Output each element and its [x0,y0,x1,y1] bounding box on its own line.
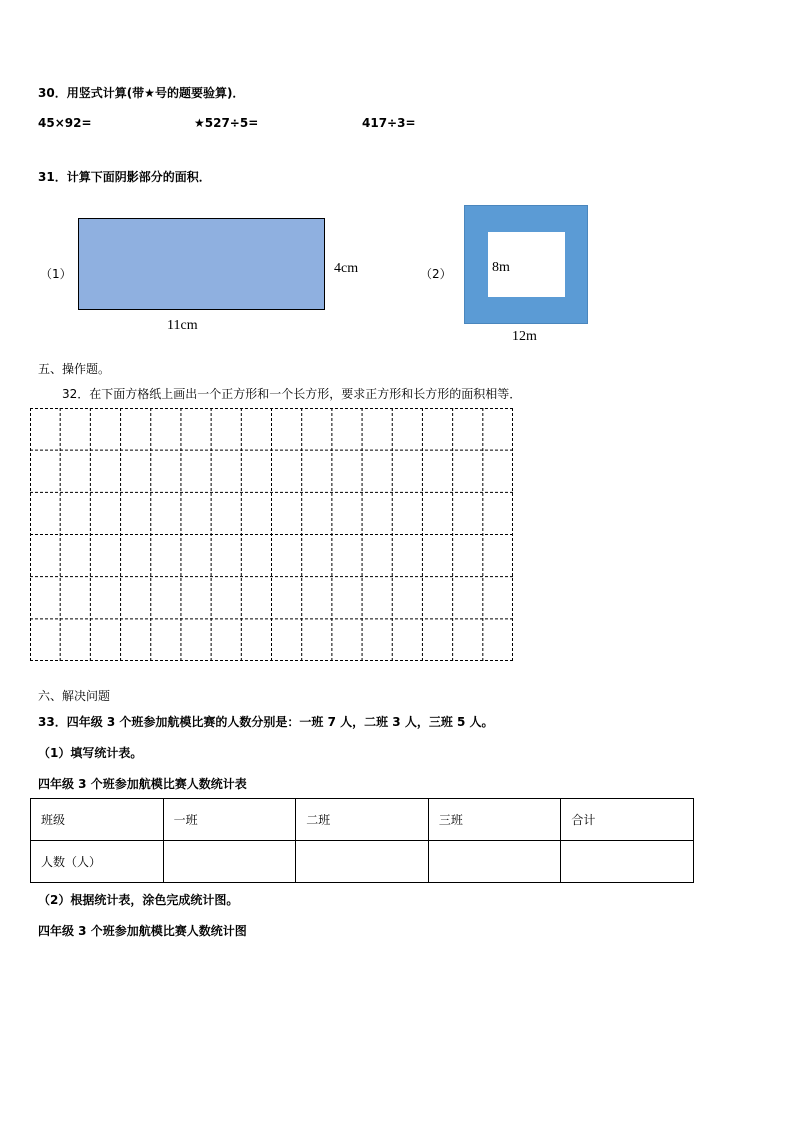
table-header-cell: 二班 [296,799,429,841]
section6-title: 六、解决问题 [38,689,111,703]
statistics-table [30,798,694,883]
table-input-cell[interactable] [296,841,429,883]
q30-item-3: 417÷3= [362,116,416,130]
table-row-label: 人数（人） [31,841,164,883]
table-input-cell[interactable] [163,841,296,883]
table-header-row [31,799,694,841]
rectangle-height-label: 4cm [334,261,359,276]
table-header-cell: 合计 [561,799,694,841]
section5-title: 五、操作题。 [38,362,111,376]
table-caption: 四年级 3 个班参加航模比赛人数统计表 [38,777,247,791]
q33-title: 33．四年级 3 个班参加航模比赛的人数分别是：一班 7 人，二班 3 人，三班 5 人。 [38,715,494,729]
table-input-cell[interactable] [428,841,561,883]
table-header-cell: 班级 [31,799,164,841]
q31-title: 31．计算下面阴影部分的面积． [38,170,211,184]
figure2-label: （2） [420,267,452,281]
inner-square-side-label: 8m [492,260,510,275]
q30-item-1: 45×92= [38,116,92,130]
table-input-cell[interactable] [561,841,694,883]
q33-part2: （2）根据统计表，涂色完成统计图。 [38,893,239,907]
rectangle-width-label: 11cm [167,318,198,333]
q32-title: 32．在下面方格纸上画出一个正方形和一个长方形，要求正方形和长方形的面积相等． [62,387,522,401]
q30-item-2: ★527÷5= [194,116,259,130]
q30-title: 30．用竖式计算(带★号的题要验算)． [38,86,245,100]
table-row [31,841,694,883]
q33-part1: （1）填写统计表。 [38,746,143,760]
figure1-label: （1） [40,267,72,281]
chart-caption: 四年级 3 个班参加航模比赛人数统计图 [38,924,247,938]
outer-square-side-label: 12m [512,329,537,344]
shaded-rectangle [78,218,325,310]
grid-lines [30,408,513,661]
square-grid-paper[interactable] [30,408,513,661]
table-header-cell: 一班 [163,799,296,841]
table-header-cell: 三班 [428,799,561,841]
